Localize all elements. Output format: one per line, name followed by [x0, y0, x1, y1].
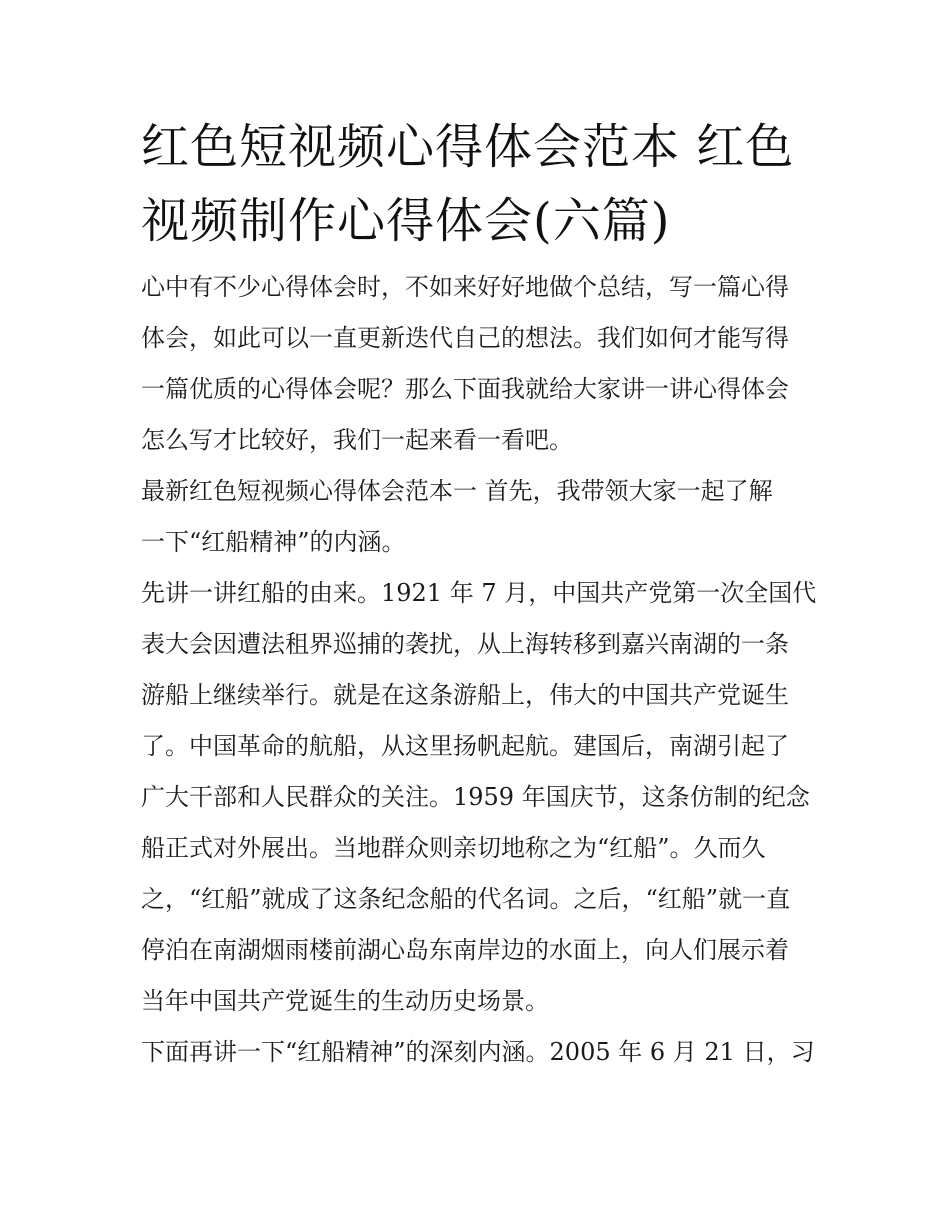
text-line: 怎么写才比较好，我们一起来看一看吧。 [141, 426, 573, 454]
text-line: 船正式对外展出。当地群众则亲切地称之为“红船”。久而久 [141, 834, 766, 862]
text-line: 一篇优质的心得体会呢？那么下面我就给大家讲一讲心得体会 [141, 375, 789, 403]
red-boat-origin-paragraph [141, 568, 817, 1027]
title-line: 视频制作心得体会(六篇) [141, 193, 671, 249]
text-line: 了。中国革命的航船，从这里扬帆起航。建国后，南湖引起了 [141, 732, 789, 760]
text-line: 广大干部和人民群众的关注。1959 年国庆节，这条仿制的纪念 [141, 783, 810, 811]
text-line: 游船上继续举行。就是在这条游船上，伟大的中国共产党诞生 [141, 681, 789, 709]
text-line: 之，“红船”就成了这条纪念船的代名词。之后，“红船”就一直 [141, 885, 791, 913]
text-line: 体会，如此可以一直更新迭代自己的想法。我们如何才能写得 [141, 324, 789, 352]
red-boat-spirit-paragraph [141, 1027, 813, 1078]
intro-paragraph [141, 262, 813, 466]
text-line: 表大会因遭法租界巡捕的袭扰，从上海转移到嘉兴南湖的一条 [141, 630, 789, 658]
title-line: 红色短视频心得体会范本 红色 [141, 119, 795, 175]
document-title [141, 110, 813, 258]
text-line: 先讲一讲红船的由来。1921 年 7 月，中国共产党第一次全国代 [141, 579, 817, 607]
text-line: 一下“红船精神”的内涵。 [141, 528, 406, 556]
text-line: 下面再讲一下“红船精神”的深刻内涵。2005 年 6 月 21 日，习 [141, 1038, 815, 1066]
text-line: 心中有不少心得体会时，不如来好好地做个总结，写一篇心得 [141, 273, 789, 301]
text-line: 最新红色短视频心得体会范本一 首先，我带领大家一起了解 [141, 477, 773, 505]
text-line: 当年中国共产党诞生的生动历史场景。 [141, 987, 549, 1015]
section-intro-paragraph [141, 466, 813, 568]
text-line: 停泊在南湖烟雨楼前湖心岛东南岸边的水面上，向人们展示着 [141, 936, 789, 964]
document-page [141, 110, 817, 1078]
